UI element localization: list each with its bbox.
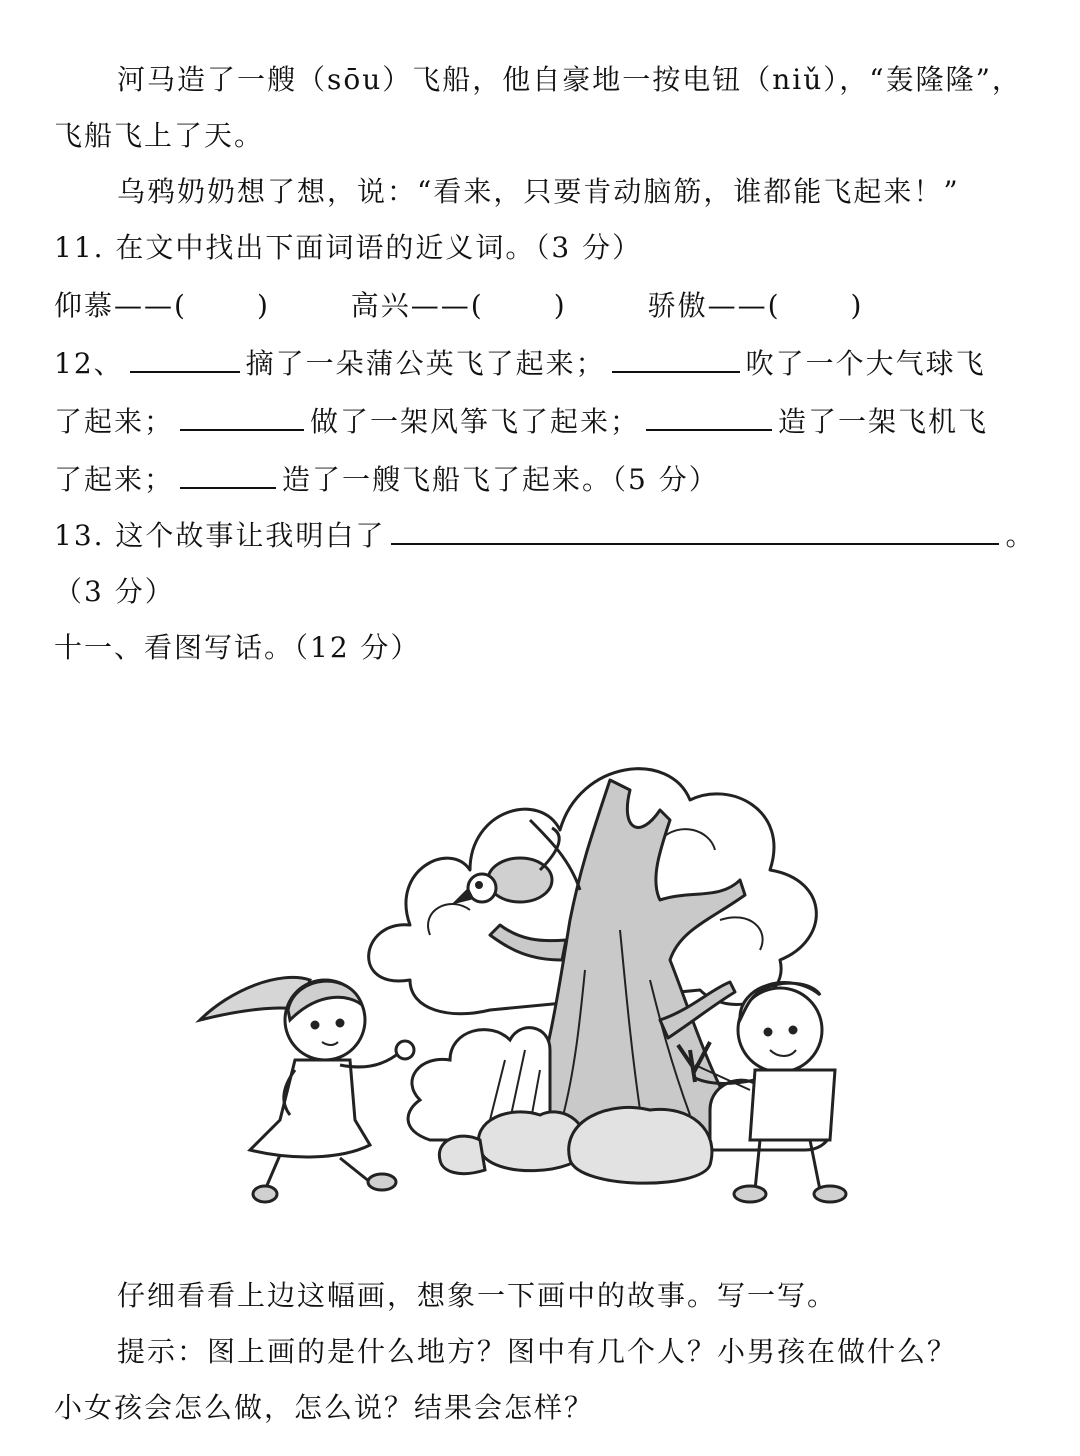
q13-score: （3 分） <box>54 575 175 608</box>
q12-part1: 摘了一朵蒲公英飞了起来； <box>245 347 606 380</box>
q11-item-3: 骄傲——( <box>647 289 781 322</box>
q12-part2: 吹了一个大气球飞 <box>745 347 986 380</box>
q12-blank-4[interactable] <box>646 403 772 431</box>
illustration <box>190 720 890 1220</box>
q11-close-3: ) <box>850 289 864 322</box>
q12-part5: 造了一架飞机飞 <box>778 405 989 438</box>
story-para1-line2: 飞船飞上了天。 <box>54 119 265 152</box>
q11-close-1: ) <box>256 289 270 322</box>
section11-hint-line1: 提示：图上画的是什么地方？图中有几个人？小男孩在做什么？ <box>117 1335 958 1368</box>
q12-part6: 了起来； <box>54 463 175 496</box>
q11-item-1: 仰慕——( <box>54 289 187 322</box>
q11-item-2: 高兴——( <box>350 289 484 322</box>
q11-items <box>54 286 1026 326</box>
q12-part3: 了起来； <box>54 405 175 438</box>
q12-blank-1[interactable] <box>130 345 240 373</box>
q13-answer-blank[interactable] <box>391 517 999 545</box>
q12-part4: 做了一架风筝飞了起来； <box>310 405 641 438</box>
q13-end: 。 <box>1005 519 1036 552</box>
girl-icon <box>200 977 414 1202</box>
q12-line2 <box>54 402 1026 442</box>
q12-blank-3[interactable] <box>180 403 304 431</box>
q11-title: 11. 在文中找出下面词语的近义词。（3 分） <box>54 231 643 264</box>
story-para2: 乌鸦奶奶想了想，说：“看来，只要肯动脑筋，谁都能飞起来！” <box>117 175 960 208</box>
q12-line3 <box>54 460 1026 500</box>
q13-line <box>54 516 1036 556</box>
section11-title: 十一、看图写话。（12 分） <box>54 631 421 664</box>
q12-blank-5[interactable] <box>180 461 276 489</box>
section11-instruction: 仔细看看上边这幅画，想象一下画中的故事。写一写。 <box>117 1279 838 1312</box>
story-para1-line1: 河马造了一艘（sōu）飞船，他自豪地一按电钮（niǔ），“轰隆隆”， <box>117 63 1022 96</box>
q12-line1 <box>54 344 1026 384</box>
section11-hint-line2: 小女孩会怎么做，怎么说？结果会怎样？ <box>54 1391 595 1424</box>
q12-blank-2[interactable] <box>612 345 740 373</box>
q13-prompt: 13. 这个故事让我明白了 <box>54 519 386 552</box>
q12-part7: 造了一艘飞船飞了起来。（5 分） <box>282 463 719 496</box>
q11-close-2: ) <box>553 289 567 322</box>
q12-prefix: 12、 <box>54 347 124 380</box>
